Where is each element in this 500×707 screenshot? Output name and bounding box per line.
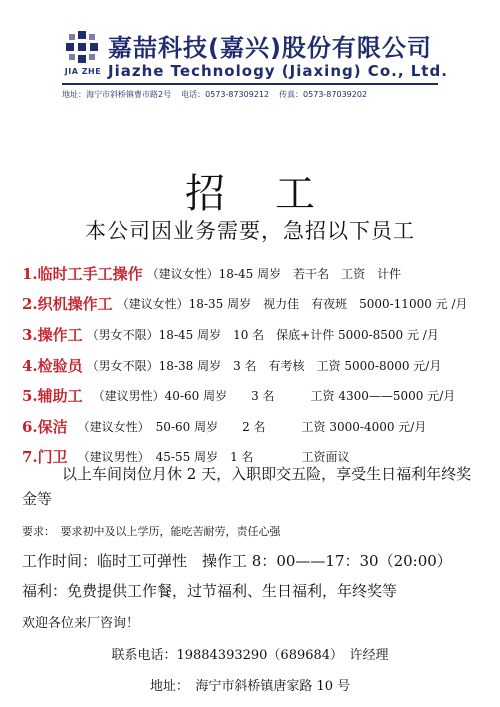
letterhead-fax: 传真：0573-87039202 xyxy=(279,90,368,99)
position-item xyxy=(22,258,492,289)
position-name: 4.检验员 xyxy=(22,356,83,375)
position-detail: （男女不限）18-38 周岁 3 名 有考核 工资 5000-8000 元/月 xyxy=(86,358,442,373)
position-name: 2.织机操作工 xyxy=(22,295,113,314)
position-detail: （男女不限）18-45 周岁 10 名 保底+计件 5000-8500 元 /月 xyxy=(86,327,439,342)
page-title: 招工 xyxy=(185,171,365,217)
position-detail: （建议男性） 45-55 周岁 1 名 工资面议 xyxy=(71,450,350,465)
position-item xyxy=(22,319,492,350)
letterhead-contact xyxy=(62,89,367,100)
letterhead-phone: 电话：0573-87309212 xyxy=(181,90,270,99)
benefit-text: 以上车间岗位月休 2 天，入职即交五险，享受生日福利年终奖金等 xyxy=(22,465,472,508)
position-detail: （建议女性）18-35 周岁 视力佳 有夜班 5000-11000 元 /月 xyxy=(116,297,468,312)
position-name: 6.保洁 xyxy=(22,417,68,436)
requirements-text: 要求： 要求初中及以上学历，能吃苦耐劳，责任心强 xyxy=(22,525,281,538)
letterhead-divider xyxy=(62,83,438,85)
position-item xyxy=(22,289,492,320)
position-item xyxy=(22,380,492,411)
position-name: 7.门卫 xyxy=(22,448,68,467)
position-detail: （建议男性）40-60 周岁 3 名 工资 4300——5000 元/月 xyxy=(86,389,456,404)
welcome-text: 欢迎各位来厂咨询！ xyxy=(22,616,140,631)
position-name: 3.操作工 xyxy=(22,325,83,344)
position-list xyxy=(22,258,492,472)
contact-phone: 联系电话：19884393290（689684） 许经理 xyxy=(111,648,389,663)
contact-address: 地址： 海宁市斜桥镇唐家路 10 号 xyxy=(149,679,351,694)
work-time-text: 工作时间：临时工可弹性 操作工 8：00——17：30（20:00） xyxy=(22,552,452,570)
position-detail: （建议女性） 50-60 周岁 2 名 工资 3000-4000 元/月 xyxy=(71,419,427,434)
position-item xyxy=(22,411,492,442)
welfare-text: 福利：免费提供工作餐，过节福利、生日福利，年终奖等 xyxy=(22,582,398,600)
page-subtitle: 本公司因业务需要，急招以下员工 xyxy=(85,219,415,243)
company-name-cn: 嘉喆科技(嘉兴)股份有限公司 xyxy=(108,34,432,62)
company-logo-icon xyxy=(66,31,98,63)
position-item xyxy=(22,350,492,381)
position-detail: （建议女性）18-45 周岁 若干名 工资 计件 xyxy=(146,266,402,281)
position-name: 1.临时工手工操作 xyxy=(22,264,143,283)
company-name-en: Jiazhe Technology (Jiaxing) Co., Ltd. xyxy=(108,62,448,80)
logo-text: JIA ZHE xyxy=(64,67,102,76)
letterhead-address: 地址：海宁市斜桥镇曹市路2号 xyxy=(62,90,172,99)
position-name: 5.辅助工 xyxy=(22,387,83,406)
